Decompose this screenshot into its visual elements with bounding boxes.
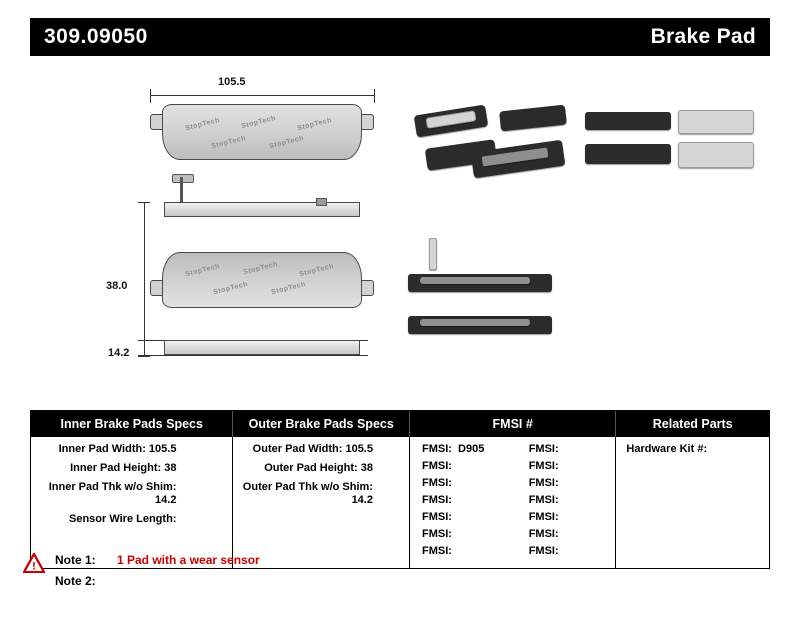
hardware-kit-number: Hardware Kit #:	[626, 443, 708, 455]
dimension-height-tick-bottom	[138, 356, 150, 357]
note-1-label: Note 1:	[55, 553, 96, 567]
inner-pad-thickness: Inner Pad Thk w/o Shim: 14.2	[48, 480, 177, 507]
document-header	[30, 18, 770, 56]
dimension-height-line	[144, 202, 145, 356]
product-photo-pad-backing	[420, 319, 530, 326]
fmsi-entry: FMSI:	[421, 477, 452, 489]
outer-pad-width: Outer Pad Width: 105.5	[252, 443, 373, 455]
outer-specs-cell	[233, 437, 410, 568]
pad-ear-right	[360, 114, 374, 130]
pad-brand-text: StopTech	[298, 262, 335, 279]
technical-drawing-area	[30, 62, 770, 392]
fmsi-entry: FMSI:	[421, 511, 452, 523]
specs-header-fmsi: FMSI #	[410, 411, 616, 437]
product-photo-pad	[499, 105, 567, 132]
fmsi-entry: FMSI:	[421, 494, 452, 506]
specs-table-header-row	[31, 411, 769, 437]
pad-brand-text: StopTech	[210, 134, 247, 151]
fmsi-entry: FMSI:	[421, 528, 452, 540]
fmsi-entry: FMSI:	[528, 460, 559, 472]
fmsi-entry: FMSI:	[528, 545, 559, 557]
outer-pad-side-view	[164, 340, 360, 355]
fmsi-entry: FMSI:	[528, 443, 559, 455]
dimension-width-line	[150, 95, 374, 96]
fmsi-entry: FMSI:	[528, 494, 559, 506]
pad-brand-text: StopTech	[268, 134, 305, 151]
note-row-1	[32, 553, 555, 573]
dimension-height-label: 38.0	[106, 280, 128, 292]
specs-header-outer: Outer Brake Pads Specs	[233, 411, 410, 437]
outer-pad-front-view	[162, 252, 362, 308]
specs-table	[30, 410, 770, 569]
dimension-width-label: 105.5	[218, 76, 246, 88]
pad-brand-text: StopTech	[240, 114, 277, 131]
dimension-height-tick-top	[138, 202, 150, 203]
specs-header-inner: Inner Brake Pads Specs	[31, 411, 233, 437]
pad-ear-right	[360, 280, 374, 296]
product-photo-pad	[678, 142, 754, 168]
fmsi-entry: FMSI:	[421, 460, 452, 472]
dimension-width-tick-left	[150, 89, 151, 103]
inner-pad-side-view	[164, 202, 360, 217]
inner-pad-height: Inner Pad Height: 38	[70, 461, 177, 474]
inner-specs-cell	[31, 437, 233, 568]
sensor-wire-length: Sensor Wire Length:	[68, 513, 177, 525]
note-2-label: Note 2:	[55, 574, 96, 588]
fmsi-entry: FMSI: D905	[421, 443, 485, 455]
svg-text:!: !	[32, 560, 36, 573]
fmsi-column-right	[513, 443, 608, 562]
pad-brand-text: StopTech	[296, 116, 333, 133]
fmsi-entry: FMSI:	[421, 545, 452, 557]
dimension-thickness-label: 14.2	[108, 347, 130, 359]
inner-pad-front-view	[162, 104, 362, 160]
outer-pad-height: Outer Pad Height: 38	[264, 461, 373, 474]
note-1-text: 1 Pad with a wear sensor	[117, 553, 260, 567]
product-photo-pad-backing	[420, 277, 530, 284]
inner-pad-width: Inner Pad Width: 105.5	[58, 443, 177, 455]
pad-brand-text: StopTech	[184, 116, 221, 133]
fmsi-entry: FMSI:	[528, 528, 559, 540]
pad-brand-text: StopTech	[212, 280, 249, 297]
fmsi-column-left	[418, 443, 513, 562]
product-photo-pad	[678, 110, 754, 134]
product-photo-pad	[585, 112, 671, 130]
note-row-2	[55, 574, 555, 588]
specs-table-body	[31, 437, 769, 568]
warning-icon	[23, 553, 45, 573]
wear-sensor-wire	[180, 177, 183, 203]
wear-sensor-head	[172, 174, 194, 183]
outer-pad-thickness: Outer Pad Thk w/o Shim: 14.2	[242, 480, 373, 507]
product-photo-sensor-wire	[429, 238, 437, 270]
page-title: Brake Pad	[650, 25, 756, 48]
product-photo-pad	[585, 144, 671, 164]
notes-section	[32, 553, 555, 595]
specs-header-related: Related Parts	[652, 417, 733, 431]
pad-retention-tab	[316, 198, 327, 206]
pad-brand-text: StopTech	[242, 260, 279, 277]
related-parts-cell	[616, 437, 769, 568]
pad-brand-text: StopTech	[270, 280, 307, 297]
fmsi-entry: FMSI:	[528, 477, 559, 489]
fmsi-entry: FMSI:	[528, 511, 559, 523]
pad-brand-text: StopTech	[184, 262, 221, 279]
dimension-thickness-line-bottom	[138, 355, 368, 356]
fmsi-cell	[410, 437, 616, 568]
part-number: 309.09050	[44, 25, 148, 48]
dimension-width-tick-right	[374, 89, 375, 103]
